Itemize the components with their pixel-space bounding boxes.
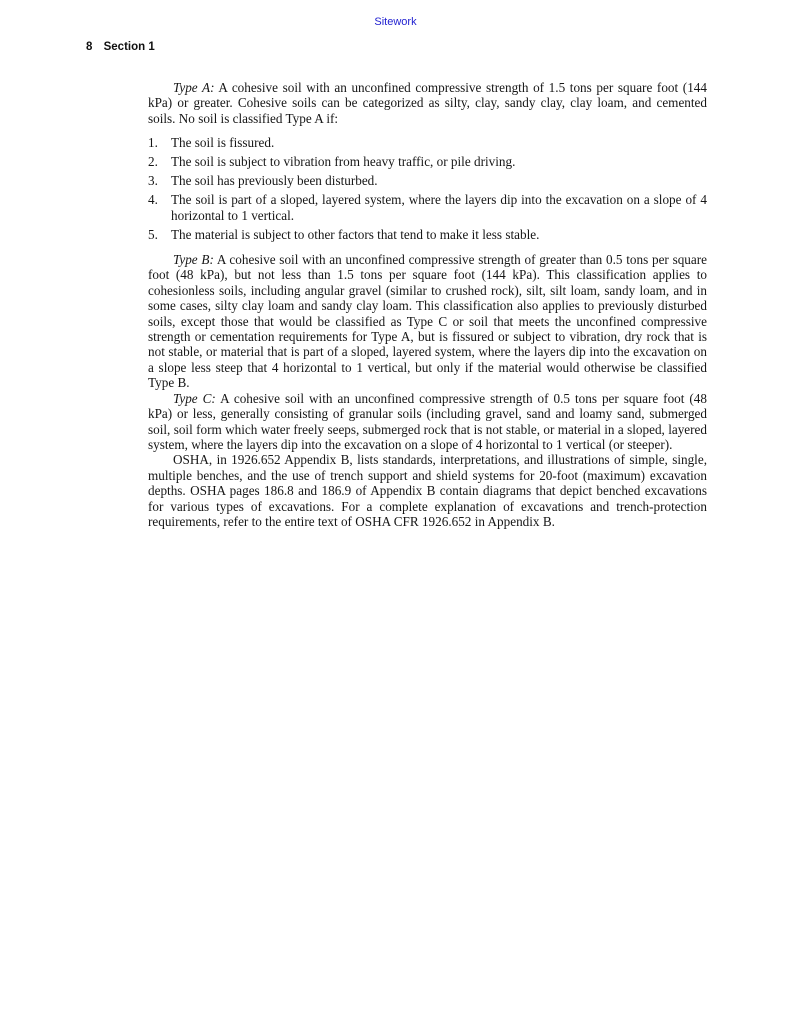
type-c-text: A cohesive soil with an unconfined compressive strength of 0.5 tons per square foot (48 kPa) or less, generally consisting of granular soils (including gravel, sand and loamy sand, submerged soil, soil form which water freely seeps, submerged rock that is not stable, or material in a sloped, layered system, where the layers dip into the excavation on a slope of 4 horizontal to 1 vertical (or steeper). [148, 390, 707, 452]
page-number: 8 [86, 41, 93, 53]
section-label: Section 1 [103, 41, 155, 53]
type-b-paragraph [148, 252, 707, 391]
list-item-number: 2. [148, 154, 158, 170]
section-heading [86, 41, 155, 53]
list-item-text: The soil has previously been disturbed. [171, 173, 378, 189]
type-a-paragraph [148, 80, 707, 126]
list-item [148, 173, 707, 188]
running-title: Sitework [374, 16, 417, 28]
list-item-number: 4. [148, 192, 158, 208]
list-item-number: 5. [148, 226, 158, 242]
list-item [148, 135, 707, 150]
list-item [148, 192, 707, 223]
list-item-number: 3. [148, 173, 158, 189]
list-item [148, 227, 707, 242]
type-a-text: A cohesive soil with an unconfined compressive strength of 1.5 tons per square foot (144 kPa) or greater. Cohesive soils can be categorized as silty, clay, sandy clay, clay loam, and cemented soils. No soil is classified Type A if: [148, 80, 707, 126]
osha-paragraph: OSHA, in 1926.652 Appendix B, lists standards, interpretations, and illustrations of simple, single, multiple benches, and the use of trench support and shield systems for 20-foot (maximum) excavation depths. OSHA pages 186.8 and 186.9 of Appendix B contain diagrams that depict benched excavations for various types of excavations. For a complete explanation of excavations and trench-protection requirements, refer to the entire text of OSHA CFR 1926.652 in Appendix B. [148, 452, 707, 529]
type-a-exclusion-list [148, 135, 707, 242]
list-item-text: The soil is fissured. [171, 135, 275, 151]
list-item-text: The material is subject to other factors that tend to make it less stable. [171, 226, 540, 242]
list-item-text: The soil is part of a sloped, layered system, where the layers dip into the excavation on a slope of 4 horizontal to 1 vertical. [171, 192, 707, 223]
body-text [148, 80, 707, 529]
list-item-number: 1. [148, 135, 158, 151]
type-c-paragraph [148, 391, 707, 453]
type-c-lead: Type C: [173, 390, 216, 406]
list-item [148, 154, 707, 169]
type-b-text: A cohesive soil with an unconfined compressive strength of greater than 0.5 tons per square foot (48 kPa), but not less than 1.5 tons per square foot (144 kPa). This classification applies to cohesionless soils, including angular gravel (similar to crushed rock), silt, silt loam, sandy loam, and in some cases, silty clay loam and sandy clay loam. This classification also applies to previously disturbed soils, except those that would be classified as Type C or soil that meets the unconfined compressive strength or cementation requirements for Type A, but is fissured or subject to vibration, dry rock that is not stable, or material that is part of a sloped, layered system, where the layers dip into the excavation on a slope less steep that 4 horizontal to 1 vertical, but only if the material would otherwise be classified Type B. [148, 252, 707, 391]
type-a-lead: Type A: [173, 80, 215, 95]
list-item-text: The soil is subject to vibration from heavy traffic, or pile driving. [171, 154, 516, 170]
type-b-lead: Type B: [173, 252, 214, 268]
